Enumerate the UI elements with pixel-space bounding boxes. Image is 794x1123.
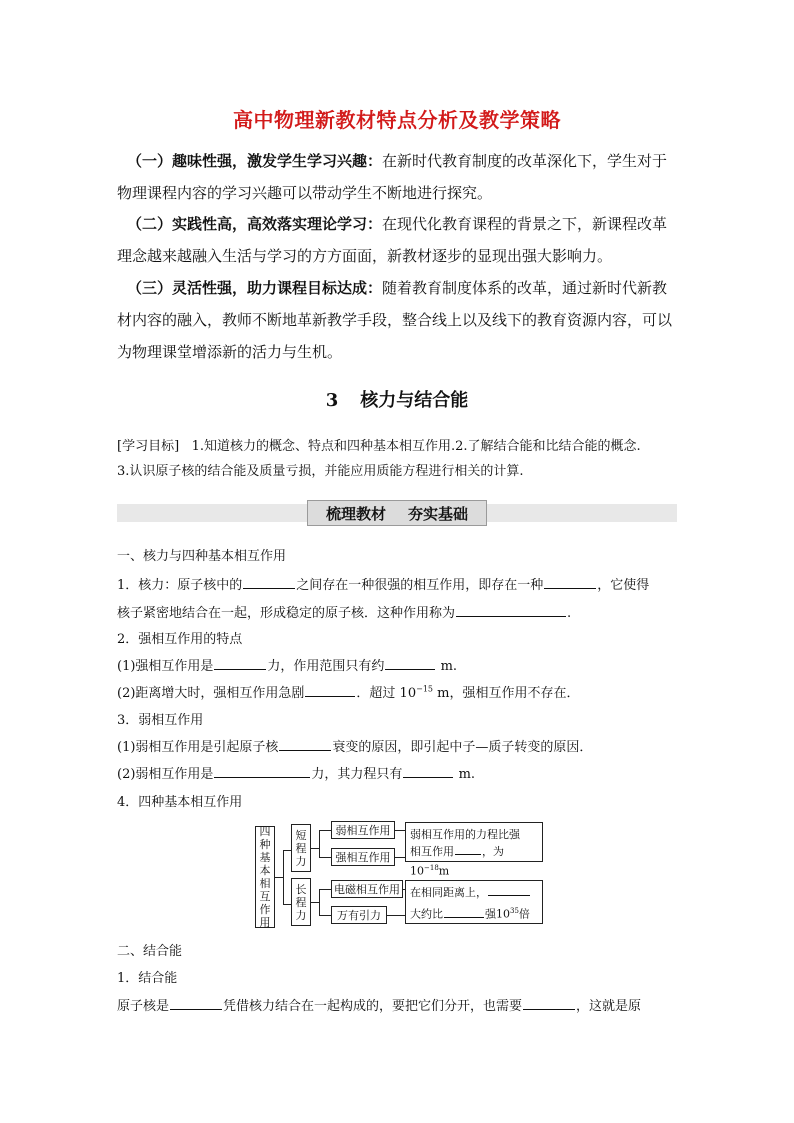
blank (214, 656, 266, 670)
blank (544, 575, 596, 589)
vertical-char: 互 (259, 890, 271, 903)
s1-heading: 一、核力与四种基本相互作用 (117, 549, 287, 564)
blank (170, 996, 222, 1010)
text: m (438, 864, 450, 878)
connector (395, 830, 405, 831)
section-banner (307, 500, 487, 526)
vertical-char: 长 (295, 882, 307, 896)
text: m. (440, 659, 458, 674)
s1-item1-line2 (117, 602, 682, 621)
vertical-char: 程 (295, 841, 307, 855)
connector (387, 915, 405, 916)
intro-heading-2: （二）实践性高，高效落实理论学习： (127, 215, 383, 233)
s1-item1-line1 (117, 574, 682, 593)
blank (305, 683, 355, 697)
section-heading (0, 386, 794, 412)
long-range-label (296, 883, 307, 922)
weak-note-box (405, 822, 543, 878)
connector (275, 877, 283, 878)
intro-paragraph-2 (117, 208, 677, 272)
banner-right: 夯实基础 (408, 504, 469, 523)
s1-item2: 2．强相互作用的特点 (117, 632, 243, 647)
connector (319, 915, 331, 916)
s1-item3-a (117, 736, 682, 755)
gravitation-box: 万有引力 (331, 906, 387, 924)
intro-heading-3: （三）灵活性强，助力课程目标达成： (127, 279, 383, 297)
connector (283, 904, 291, 905)
blank (243, 575, 295, 589)
connector (395, 857, 405, 858)
vertical-char: 作 (259, 903, 271, 916)
strong-interaction-box: 强相互作用 (331, 848, 395, 866)
text: (1)强相互作用是 (117, 659, 214, 674)
blank (456, 603, 566, 617)
connector (319, 889, 331, 890)
text: ，为10 (410, 845, 504, 878)
text: 在相同距离上， (410, 886, 487, 899)
connector (319, 830, 320, 857)
vertical-char: 力 (295, 908, 307, 922)
s2-paragraph (117, 995, 682, 1014)
blank (455, 843, 481, 855)
goal-line-2: 3.认识原子核的结合能及质量亏损，并能应用质能方程进行相关的计算. (117, 464, 524, 479)
blank (403, 764, 453, 778)
root-label (260, 825, 271, 929)
blank (385, 656, 435, 670)
em-note-box (405, 880, 543, 924)
short-range-box (291, 824, 311, 872)
text: 之间存在一种很强的相互作用，即存在一种 (296, 578, 544, 593)
text: 力，其力程只有 (311, 767, 403, 782)
text: 原子核是 (117, 999, 170, 1014)
intro-paragraph-1 (117, 145, 677, 209)
section-number: 3 (325, 390, 339, 411)
s1-item3-b (117, 763, 682, 782)
section-title: 核力与结合能 (360, 390, 469, 411)
note-text-line (410, 884, 538, 902)
root-box (255, 826, 275, 928)
vertical-char: 程 (295, 895, 307, 909)
connector (319, 889, 320, 915)
text: 核子紧密地结合在一起，形成稳定的原子核．这种作用称为 (117, 606, 456, 621)
note-text-line (410, 902, 538, 924)
text: 相互作用 (410, 845, 454, 858)
text: 大约比 (410, 907, 443, 921)
exponent: 35 (510, 907, 519, 915)
banner-left: 梳理教材 (325, 504, 386, 523)
vertical-char: 基 (259, 851, 271, 864)
vertical-char: 本 (259, 864, 271, 877)
blank (214, 764, 310, 778)
text: 倍 (518, 907, 530, 921)
text: 衰变的原因，即引起中子—质子转变的原因． (332, 740, 593, 755)
s2-heading: 二、结合能 (117, 944, 183, 959)
learning-goals (117, 434, 679, 484)
s1-item3: 3．弱相互作用 (117, 713, 204, 728)
em-interaction-box: 电磁相互作用 (331, 880, 403, 898)
blank (444, 906, 484, 918)
vertical-char: 短 (295, 828, 307, 842)
text: 凭借核力结合在一起构成的，要把它们分开，也需要 (223, 999, 523, 1014)
connector (311, 902, 319, 903)
vertical-char: 用 (259, 916, 271, 929)
note-text-line (410, 843, 538, 880)
page-title: 高中物理新教材特点分析及教学策略 (233, 108, 561, 132)
long-range-box (291, 878, 311, 926)
text: ．超过 10 (356, 686, 417, 701)
intro-body-3: 随着教育制度体系的改革，通过新时代新教材内容的融入，教师不断地革新教学手段，整合线上以及线下的教育资源内容，可以为物理课堂增添新的活力与生机。 (117, 279, 673, 361)
weak-interaction-box: 弱相互作用 (331, 821, 395, 839)
text: 强10 (485, 907, 510, 921)
connector (311, 848, 319, 849)
text: (1)弱相互作用是引起原子核 (117, 740, 279, 755)
text: m. (458, 767, 476, 782)
exponent: −15 (416, 684, 433, 694)
short-range-label (296, 829, 307, 868)
s1-item2-b (117, 682, 682, 701)
text: (2)弱相互作用是 (117, 767, 214, 782)
text: . (567, 606, 572, 621)
vertical-char: 四 (259, 825, 271, 838)
text: ，它使得 (597, 578, 650, 593)
connector (319, 857, 331, 858)
blank (279, 737, 331, 751)
intro-heading-1: （一）趣味性强，激发学生学习兴趣： (127, 152, 383, 170)
exponent: −18 (424, 864, 439, 872)
vertical-char: 相 (259, 877, 271, 890)
blank (488, 884, 530, 896)
text: 力，作用范围只有约 (267, 659, 385, 674)
goal-tag: [学习目标] (117, 439, 180, 454)
connector (283, 850, 284, 904)
intro-body-2: 在现代化教育课程的背景之下，新课程改革理念越来越融入生活与学习的方方面面，新教材逐步的显现出强大影响力。 (117, 215, 668, 265)
s2-item1: 1．结合能 (117, 971, 178, 986)
connector (283, 850, 291, 851)
text: (2)距离增大时，强相互作用急剧 (117, 686, 305, 701)
s1-item4: 4．四种基本相互作用 (117, 795, 243, 810)
connector (319, 830, 331, 831)
blank (523, 996, 575, 1010)
text: 1．核力：原子核中的 (117, 578, 243, 593)
text: m，强相互作用不存在． (433, 686, 580, 701)
vertical-char: 力 (295, 854, 307, 868)
s1-item2-a (117, 655, 682, 674)
text: ，这就是原 (576, 999, 642, 1014)
vertical-char: 种 (259, 838, 271, 851)
note-text: 弱相互作用的力程比强 (410, 828, 520, 841)
goal-line-1: 1.知道核力的概念、特点和四种基本相互作用.2.了解结合能和比结合能的概念. (191, 439, 641, 454)
intro-body-1: 在新时代教育制度的改革深化下，学生对于物理课程内容的学习兴趣可以带动学生不断地进行探究。 (117, 152, 668, 202)
intro-paragraph-3 (117, 272, 677, 368)
